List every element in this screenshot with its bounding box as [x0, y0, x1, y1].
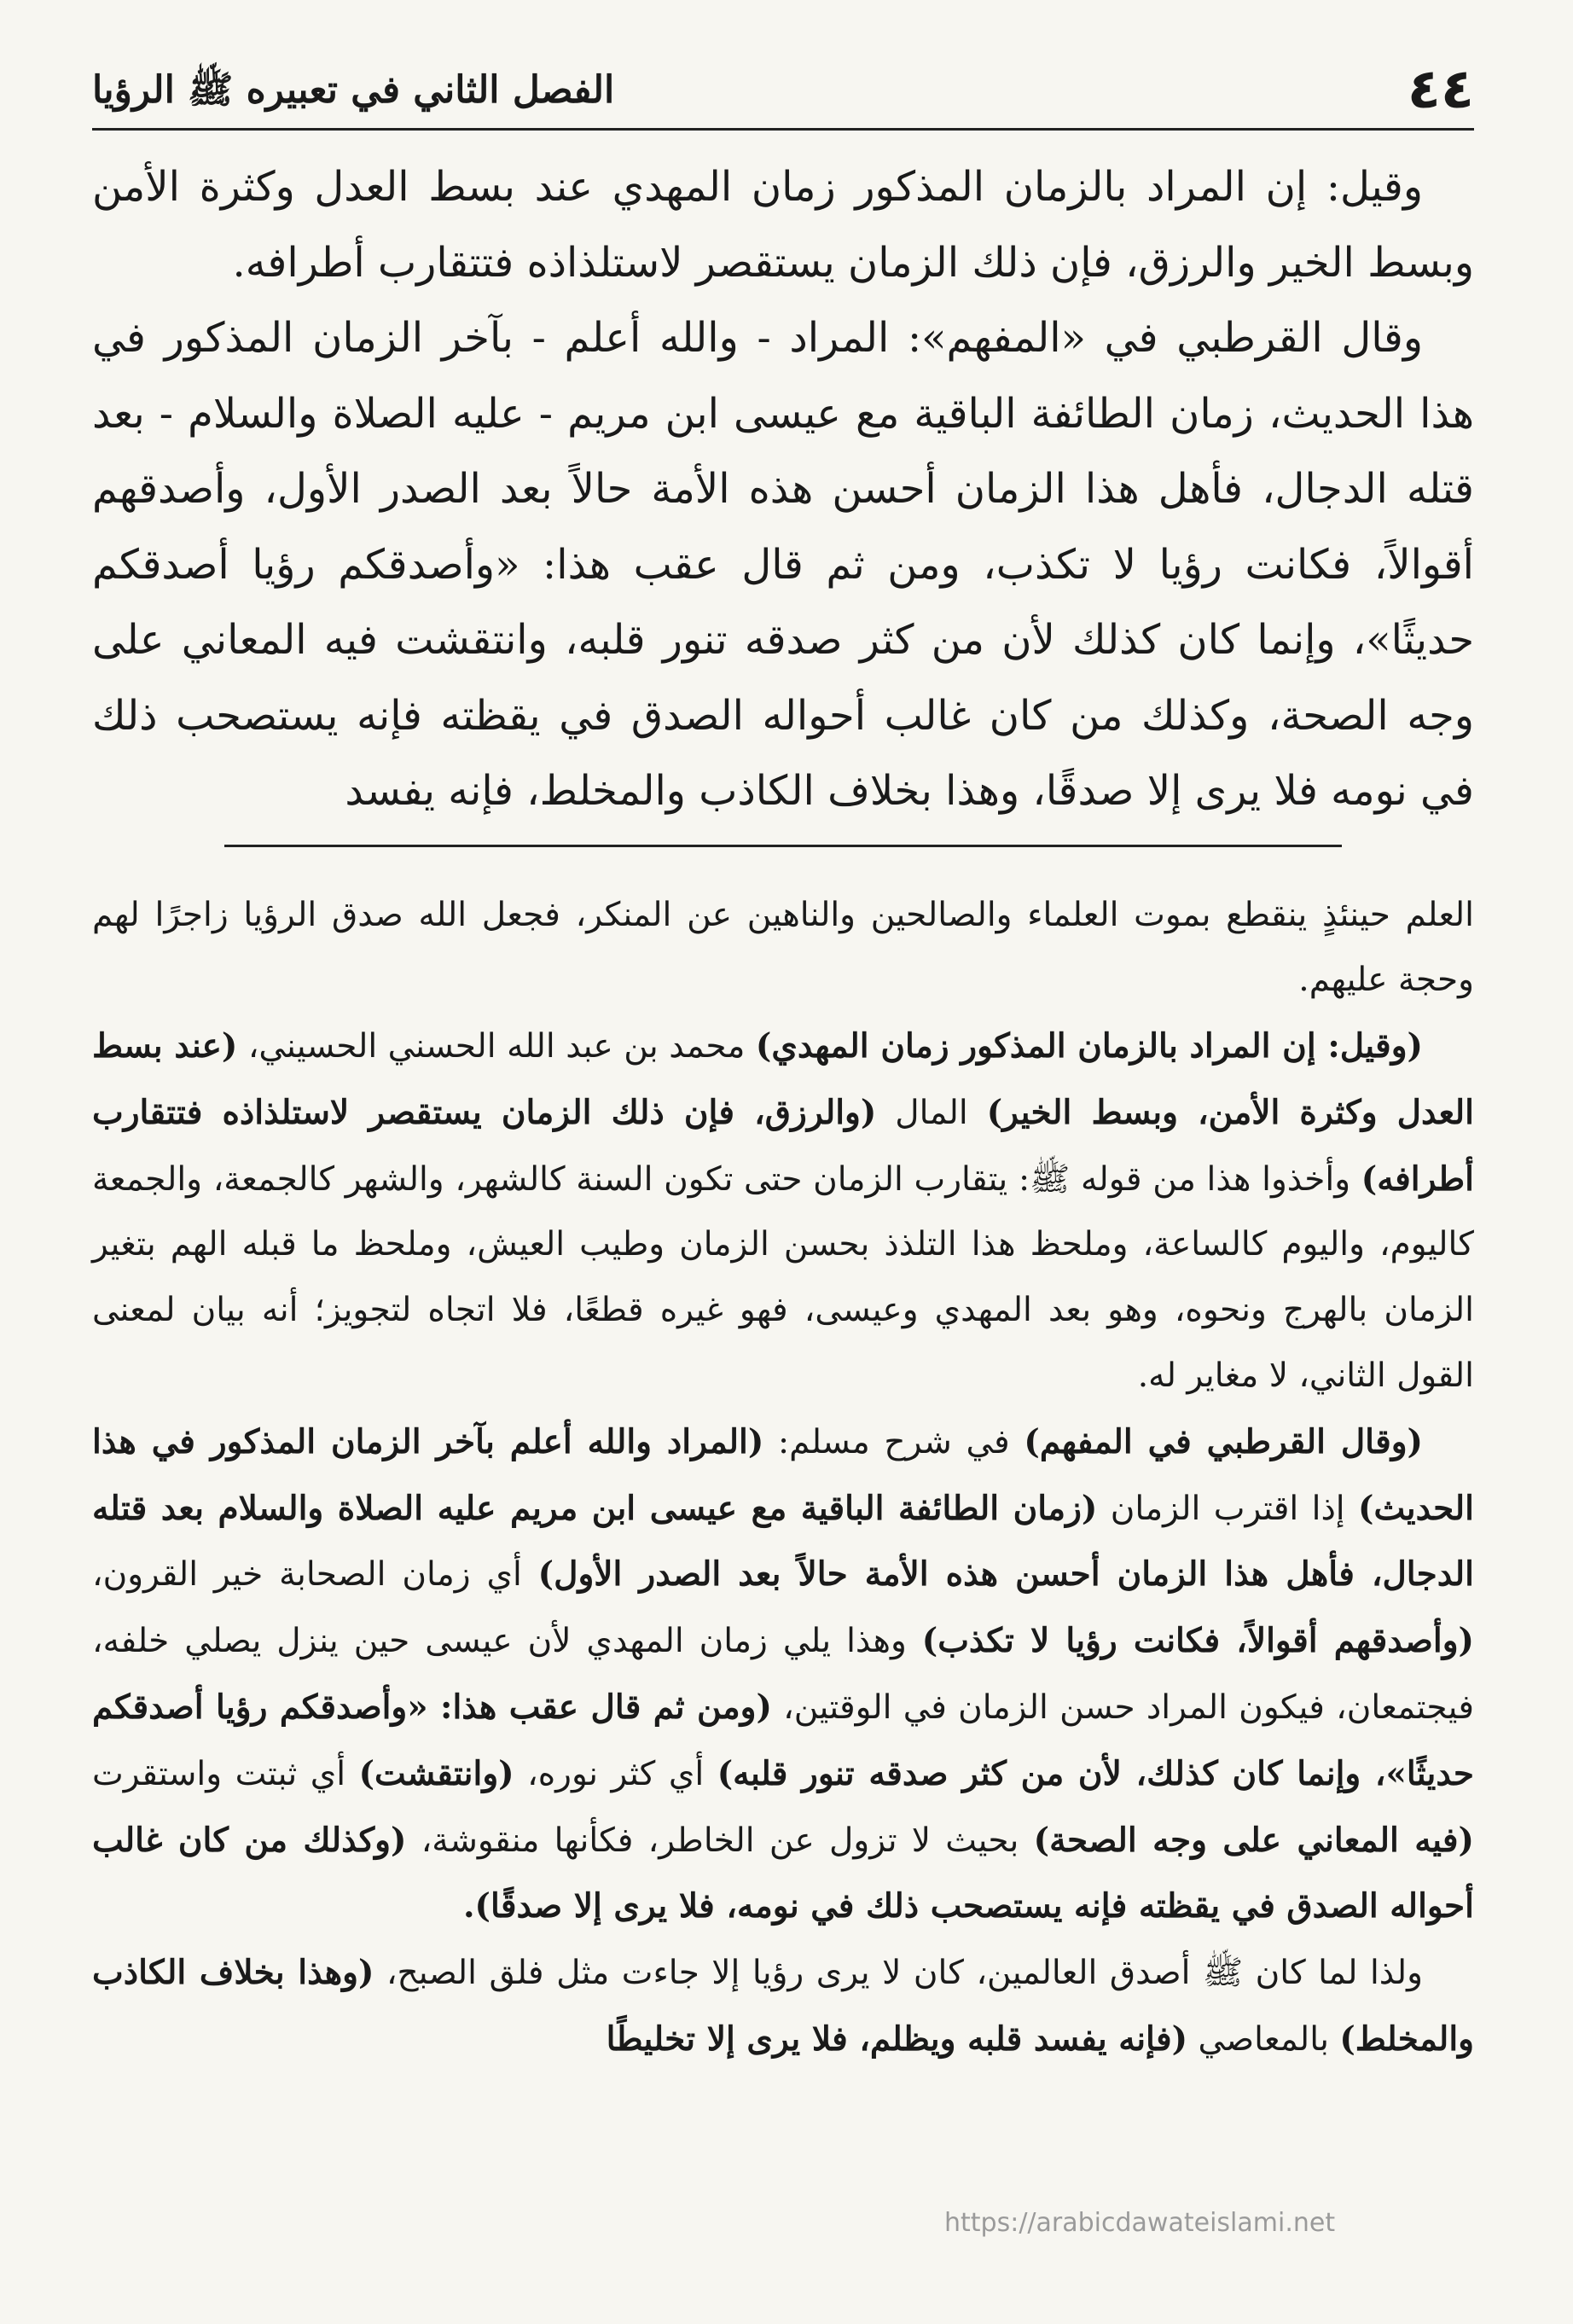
matn-quote: (زمان الطائفة الباقية مع عيسى ابن مريم عليه الصلاة والسلام بعد قتله الدجال، فأهل هذا الزمان أحسن هذه الأمة حالاً بعد الصدر الأول): [92, 1488, 1474, 1595]
matn-quote: (عند بسط العدل وكثرة الأمن، وبسط الخير): [92, 1026, 1474, 1132]
commentary-text: ولذا لما كان ﷺ أصدق العالمين، كان لا يرى رؤيا إلا جاءت مثل فلق الصبح،: [374, 1954, 1423, 1993]
commentary-text: أي زمان الصحابة خير القرون،: [92, 1555, 538, 1595]
commentary-text: وهذا يلي زمان المهدي لأن عيسى حين ينزل يصلي خلفه، فيجتمعان، فيكون المراد حسن الزمان في الوقتين،: [92, 1622, 1474, 1728]
commentary: [92, 883, 1474, 2073]
matn-quote: (وأصدقهم أقوالاً، فكانت رؤيا لا تكذب): [921, 1621, 1474, 1661]
commentary-text: إذا اقترب الزمان: [1097, 1489, 1359, 1528]
matn-quote: (المراد والله أعلم بآخر الزمان المذكور في هذا الحديث): [92, 1421, 1474, 1528]
commentary-text: أي كثر نوره،: [514, 1754, 717, 1793]
running-title: الفصل الثاني في تعبيره ﷺ الرؤيا: [92, 68, 615, 112]
matn-quote: (والرزق، فإن ذلك الزمان يستقصر لاستلذاذه فتتقارب أطرافه): [92, 1092, 1474, 1199]
matn-quote: (وهذا بخلاف الكاذب والمخلط): [92, 1953, 1474, 2060]
matn-quote: (فإنه يفسد قلبه ويظلم، فلا يرى إلا تخليطًا: [606, 2019, 1188, 2060]
commentary-text: بالمعاصي: [1187, 2020, 1340, 2060]
page-number: ٤٤: [1407, 58, 1474, 121]
commentary-paragraph: [92, 1014, 1474, 1409]
commentary-text: في شرح مسلم:: [763, 1422, 1024, 1461]
matn-quote: (وقيل: إن المراد بالزمان المذكور زمان المهدي): [755, 1026, 1423, 1066]
commentary-text: وأخذوا هذا من قوله ﷺ: يتقارب الزمان حتى تكون السنة كالشهر، والشهر كالجمعة، والجمعة كاليوم، واليوم كالساعة، وملحظ هذا التلذذ بحسن الزمان وطيب العيش، وملحظ ما قبله الهم بتغير الزمان بالهرج ونحوه، وهو بعد المهدي وعيسى، فهو غيره قطعًا، فلا اتجاه لتجويز؛ أنه بيان لمعنى القول الثاني، لا مغاير له.: [92, 1159, 1474, 1396]
main-paragraph: وقيل: إن المراد بالزمان المذكور زمان المهدي عند بسط العدل وكثرة الأمن وبسط الخير والرزق، فإن ذلك الزمان يستقصر لاستلذاذه فتتقارب أطرافه.: [92, 163, 1474, 287]
commentary-paragraph: [92, 1409, 1474, 1940]
commentary-text: بحيث لا تزول عن الخاطر، فكأنها منقوشة،: [406, 1821, 1034, 1860]
matn-quote: (وانتقشت): [358, 1753, 514, 1793]
matn-quote: (فيه المعاني على وجه الصحة): [1033, 1820, 1475, 1860]
watermark-url: https://arabicdawateislami.net: [944, 2208, 1336, 2238]
commentary-text: محمد بن عبد الله الحسني الحسيني،: [237, 1027, 756, 1066]
page-header: [92, 34, 1474, 131]
footnote-divider: [224, 845, 1342, 847]
commentary-text: المال: [876, 1093, 987, 1132]
main-text: [92, 149, 1474, 829]
matn-quote: (ومن ثم قال عقب هذا: «وأصدقكم رؤيا أصدقكم حديثًا»، وإنما كان كذلك، لأن من كثر صدقه تنور قلبه): [92, 1688, 1474, 1793]
commentary-paragraph: العلم حينئذٍ ينقطع بموت العلماء والصالحين والناهين عن المنكر، فجعل الله صدق الرؤيا زاجرًا لهم وحجة عليهم.: [92, 895, 1474, 1000]
commentary-text: أي ثبتت واستقرت: [92, 1754, 359, 1793]
matn-quote: (وكذلك من كان غالب أحواله الصدق في يقظته فإنه يستصحب ذلك في نومه، فلا يرى إلا صدقًا).: [92, 1820, 1474, 1926]
commentary-paragraph: [92, 1940, 1474, 2073]
main-paragraph: وقال القرطبي في «المفهم»: المراد - والله أعلم - بآخر الزمان المذكور في هذا الحديث، زمان الطائفة الباقية مع عيسى ابن مريم - عليه الصلاة والسلام - بعد قتله الدجال، فأهل هذا الزمان أحسن هذه الأمة حالاً بعد الصدر الأول، وأصدقهم أقوالاً، فكانت رؤيا لا تكذب، ومن ثم قال عقب هذا: «وأصدقكم رؤيا أصدقكم حديثًا»، وإنما كان كذلك لأن من كثر صدقه تنور قلبه، وانتقشت فيه المعاني على وجه الصحة، وكذلك من كان غالب أحواله الصدق في يقظته فإنه يستصحب ذلك في نومه فلا يرى إلا صدقًا، وهذا بخلاف الكاذب والمخلط، فإنه يفسد: [92, 314, 1475, 815]
book-page: [92, 34, 1474, 2286]
matn-quote: (وقال القرطبي في المفهم): [1024, 1421, 1423, 1461]
